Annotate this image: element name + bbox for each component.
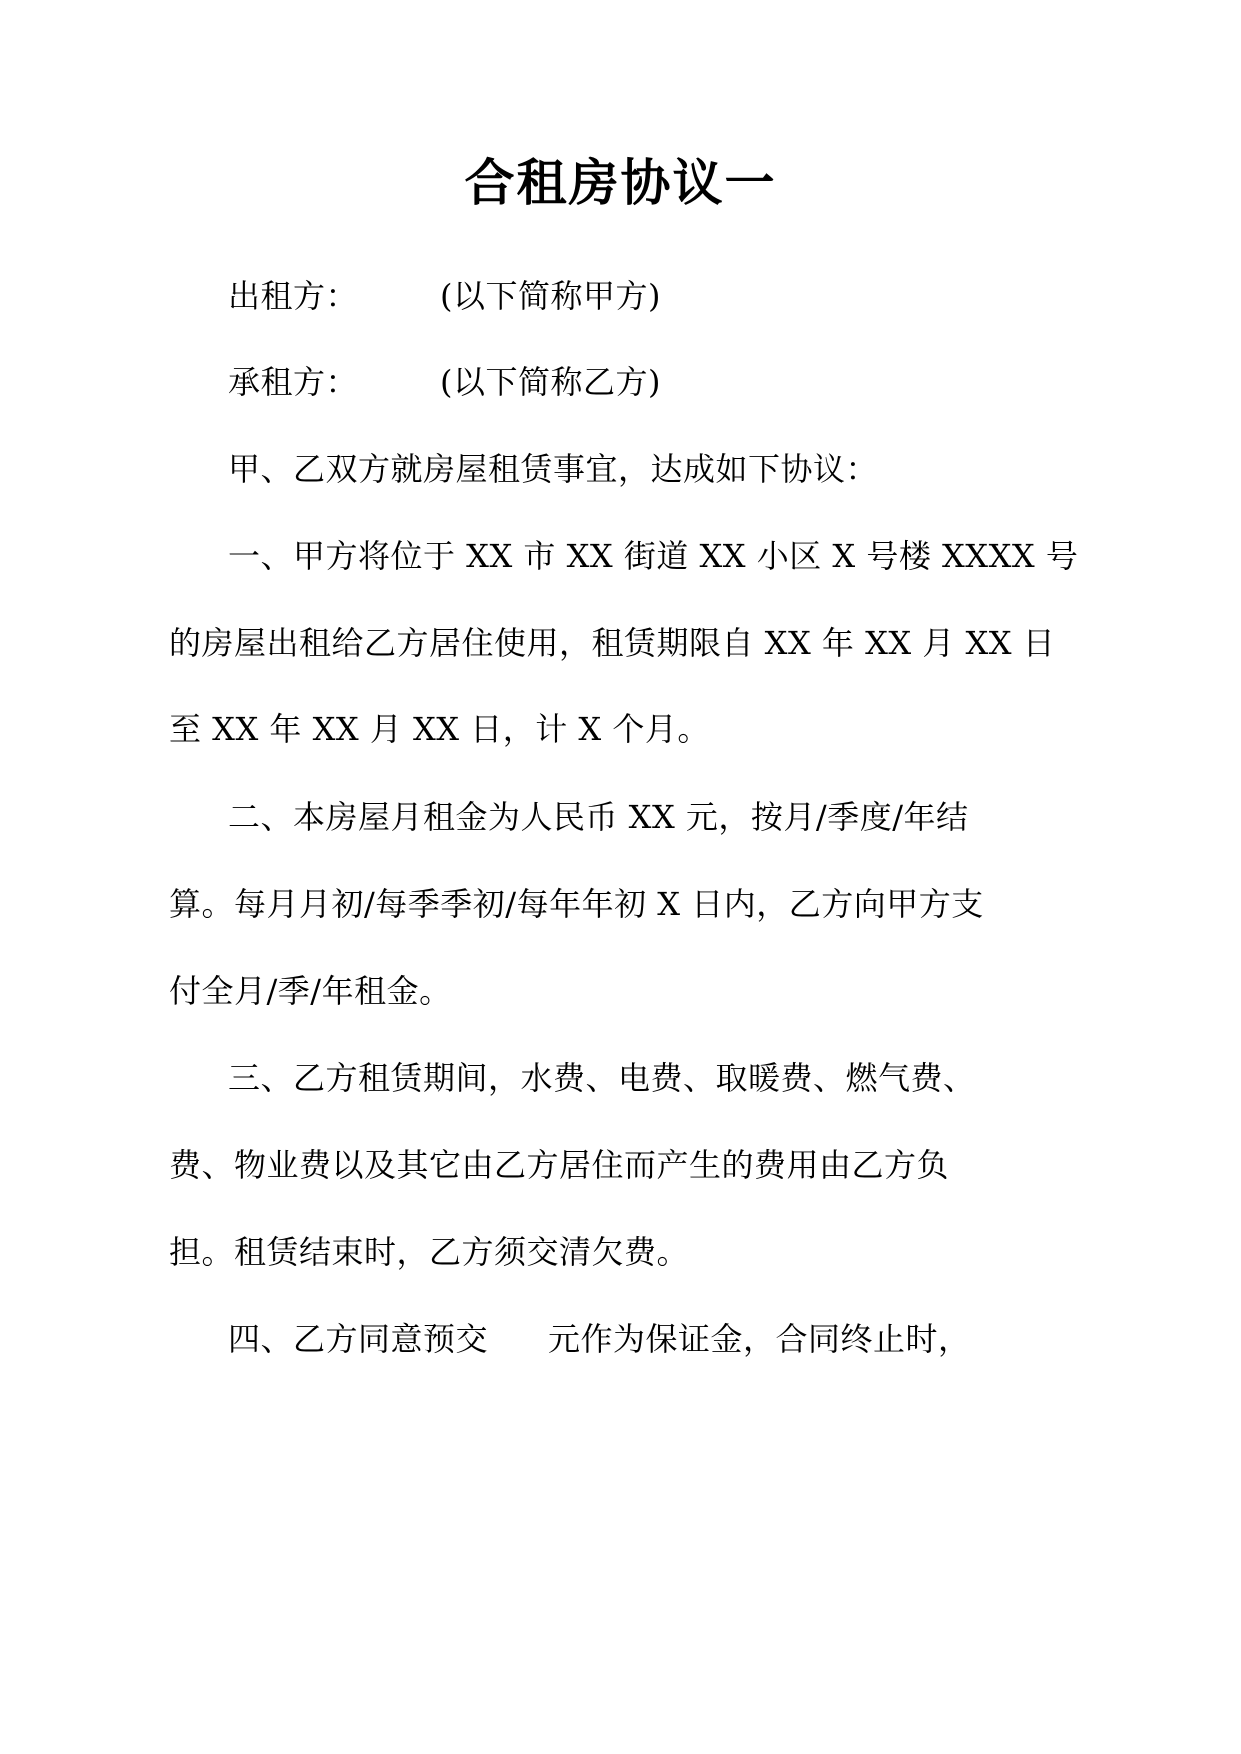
clause1-line1: 一、甲方将位于 XX 市 XX 街道 XX 小区 X 号楼 XXXX 号 — [228, 537, 1079, 575]
lessee-label: 承租方： — [228, 363, 359, 401]
clause2-line2: 算。每月月初/每季季初/每年年初 X 日内，乙方向甲方支 — [169, 885, 984, 923]
lessee-note: (以下简称乙方) — [440, 363, 661, 401]
clause3-line1: 三、乙方租赁期间，水费、电费、取暖费、燃气费、 — [228, 1059, 976, 1097]
lessor-line — [228, 272, 661, 320]
lessor-label: 出租方： — [228, 277, 359, 315]
clause2-line3: 付全月/季/年租金。 — [169, 972, 452, 1010]
clause4-text-after: 元作为保证金，合同终止时， — [548, 1320, 971, 1358]
clause3-line2: 费、物业费以及其它由乙方居住而产生的费用由乙方负 — [169, 1146, 950, 1184]
clause3-line3: 担。租赁结束时，乙方须交清欠费。 — [169, 1233, 690, 1271]
clause2-line1: 二、本房屋月租金为人民币 XX 元，按月/季度/年结 — [228, 798, 969, 836]
clause4-line1 — [228, 1315, 971, 1363]
clause1-line3: 至 XX 年 XX 月 XX 日，计 X 个月。 — [169, 710, 710, 748]
lessee-line — [228, 358, 661, 406]
clause1-line2: 的房屋出租给乙方居住使用，租赁期限自 XX 年 XX 月 XX 日 — [169, 624, 1056, 662]
intro-paragraph: 甲、乙双方就房屋租赁事宜，达成如下协议： — [228, 450, 879, 488]
lessor-note: (以下简称甲方) — [440, 277, 661, 315]
clause4-text-before: 四、乙方同意预交 — [228, 1320, 489, 1358]
document-title: 合租房协议一 — [464, 154, 777, 212]
